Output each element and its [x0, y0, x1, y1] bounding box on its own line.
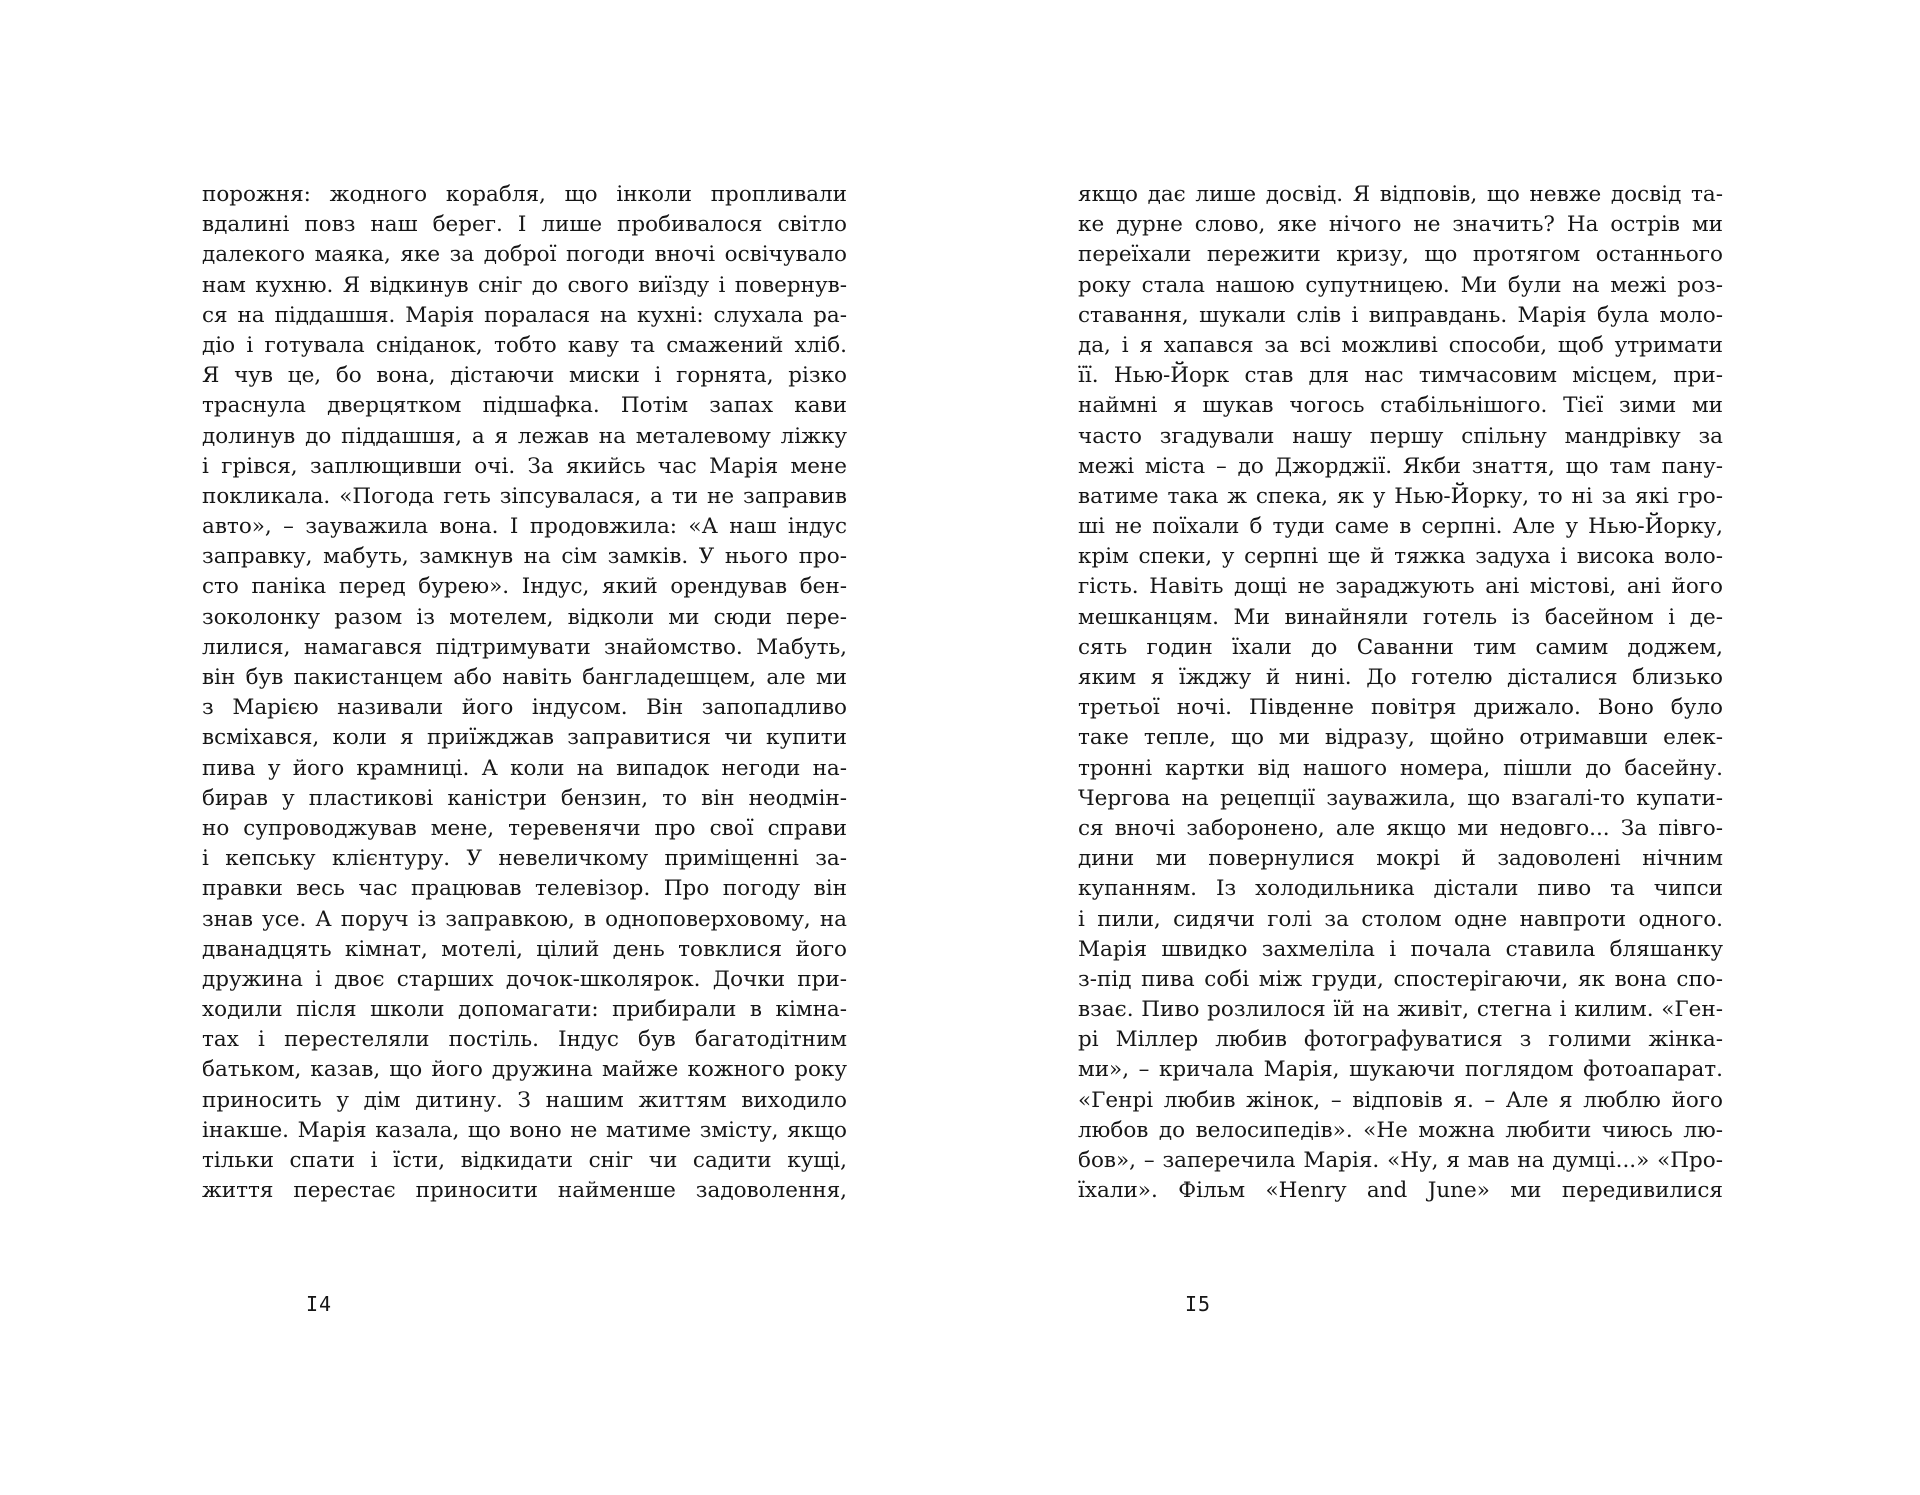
- text-line: ся на піддашшя. Марія поралася на кухні: слухала ра-: [202, 302, 847, 328]
- text-line: їхали». Фільм «Henry and June» ми передивилися: [1078, 1178, 1723, 1204]
- text-line: ходили після школи допомагати: прибирали в кімна-: [202, 997, 847, 1023]
- text-line: діо і готувала сніданок, тобто каву та смажений хліб.: [202, 332, 847, 358]
- text-line: життя перестає приносити найменше задоволення,: [202, 1178, 847, 1204]
- text-line: третьої ночі. Південне повітря дрижало. Воно було: [1078, 695, 1723, 721]
- text-line: сто паніка перед бурею». Індус, який орендував бен-: [202, 574, 847, 600]
- text-line: да, і я хапався за всі можливі способи, щоб утримати: [1078, 332, 1723, 358]
- text-line: її. Нью-Йорк став для нас тимчасовим місцем, при-: [1078, 363, 1723, 389]
- text-line: порожня: жодного корабля, що інколи пропливали: [202, 182, 847, 207]
- text-line: він був пакистанцем або навіть бангладешцем, але ми: [202, 665, 847, 690]
- text-line: любов до велосипедів». «Не можна любити чиюсь лю-: [1078, 1117, 1723, 1143]
- text-line: авто», – зауважила вона. І продовжила: «А наш індус: [202, 514, 847, 540]
- text-line: часто згадували нашу першу спільну мандрівку за: [1078, 423, 1723, 449]
- text-line: ставання, шукали слів і виправдань. Марія була моло-: [1078, 302, 1723, 328]
- text-line: нам кухню. Я відкинув сніг до свого виїзду і повернув-: [202, 272, 847, 298]
- text-line: яким я їжджу й нині. До готелю дісталися близько: [1078, 665, 1723, 690]
- left-page-text: [202, 180, 847, 1206]
- text-line: покликала. «Погода геть зіпсувалася, а ти не заправив: [202, 483, 847, 509]
- text-line: бирав у пластикові каністри бензин, то він неодмін-: [202, 785, 847, 811]
- text-line: ватиме така ж спека, як у Нью-Йорку, то ні за які гро-: [1078, 483, 1723, 509]
- text-line: з-під пива собі між груди, спостерігаючи, як вона спо-: [1078, 966, 1723, 992]
- page-number-left: I4: [306, 1292, 333, 1316]
- text-line: і пили, сидячи голі за столом одне навпроти одного.: [1078, 906, 1723, 932]
- text-line: Марія швидко захмеліла і почала ставила бляшанку: [1078, 936, 1723, 962]
- text-line: правки весь час працював телевізор. Про погоду він: [202, 876, 847, 902]
- text-line: дини ми повернулися мокрі й задоволені нічним: [1078, 846, 1723, 872]
- text-line: приносить у дім дитину. З нашим життям виходило: [202, 1087, 847, 1113]
- text-line: таке тепле, що ми відразу, щойно отримавши елек-: [1078, 725, 1723, 751]
- text-line: вдалині повз наш берег. І лише пробивалося світло: [202, 212, 847, 238]
- right-page-text: [1078, 180, 1723, 1206]
- text-line: наймні я шукав чогось стабільнішого. Тієї зими ми: [1078, 393, 1723, 419]
- text-line: мешканцям. Ми винайняли готель із басейном і де-: [1078, 604, 1723, 630]
- page-number-right: I5: [1185, 1292, 1212, 1316]
- text-line: рі Міллер любив фотографуватися з голими жінка-: [1078, 1027, 1723, 1053]
- text-line: всміхався, коли я приїжджав заправитися чи купити: [202, 725, 847, 751]
- text-line: далекого маяка, яке за доброї погоди вночі освічувало: [202, 242, 847, 268]
- text-line: і кепську клієнтуру. У невеличкому приміщенні за-: [202, 846, 847, 872]
- text-line: крім спеки, у серпні ще й тяжка задуха і висока воло-: [1078, 544, 1723, 570]
- text-line: ся вночі заборонено, але якщо ми недовго... За півго-: [1078, 815, 1723, 841]
- text-line: Чергова на рецепції зауважила, що взагалі-то купати-: [1078, 785, 1723, 811]
- left-page: [202, 180, 847, 1206]
- text-line: зоколонку разом із мотелем, відколи ми сюди пере-: [202, 604, 847, 630]
- text-line: і грівся, заплющивши очі. За якийсь час Марія мене: [202, 453, 847, 479]
- text-line: ке дурне слово, яке нічого не значить? На острів ми: [1078, 212, 1723, 238]
- text-line: тах і перестеляли постіль. Індус був багатодітним: [202, 1027, 847, 1053]
- text-line: «Генрі любив жінок, – відповів я. – Але я люблю його: [1078, 1087, 1723, 1113]
- text-line: бов», – заперечила Марія. «Ну, я мав на думці...» «Про-: [1078, 1148, 1723, 1173]
- text-line: траснула дверцятком підшафка. Потім запах кави: [202, 393, 847, 419]
- text-line: інакше. Марія казала, що воно не матиме змісту, якщо: [202, 1117, 847, 1143]
- text-line: року стала нашою супутницею. Ми були на межі роз-: [1078, 272, 1723, 298]
- text-line: дванадцять кімнат, мотелі, цілий день товклися його: [202, 936, 847, 962]
- text-line: з Марією називали його індусом. Він запопадливо: [202, 695, 847, 721]
- text-line: дружина і двоє старших дочок-школярок. Дочки при-: [202, 966, 847, 992]
- text-line: взає. Пиво розлилося їй на живіт, стегна і килим. «Ген-: [1078, 997, 1723, 1023]
- text-line: батьком, казав, що його дружина майже кожного року: [202, 1057, 847, 1083]
- text-line: сять годин їхали до Саванни тим самим доджем,: [1078, 634, 1723, 660]
- text-line: знав усе. А поруч із заправкою, в одноповерховому, на: [202, 906, 847, 932]
- text-line: тільки спати і їсти, відкидати сніг чи садити кущі,: [202, 1148, 847, 1173]
- text-line: гість. Навіть дощі не зараджують ані містові, ані його: [1078, 574, 1723, 600]
- text-line: заправку, мабуть, замкнув на сім замків. У нього про-: [202, 544, 847, 570]
- right-page: [1078, 180, 1723, 1206]
- text-line: долинув до піддашшя, а я лежав на металевому ліжку: [202, 423, 847, 449]
- text-line: купанням. Із холодильника дістали пиво та чипси: [1078, 876, 1723, 902]
- text-line: Я чув це, бо вона, дістаючи миски і горнята, різко: [202, 363, 847, 389]
- text-line: тронні картки від нашого номера, пішли до басейну.: [1078, 755, 1723, 781]
- text-line: лилися, намагався підтримувати знайомство. Мабуть,: [202, 634, 847, 660]
- text-line: ми», – кричала Марія, шукаючи поглядом фотоапарат.: [1078, 1057, 1723, 1083]
- text-line: ші не поїхали б туди саме в серпні. Але у Нью-Йорку,: [1078, 514, 1723, 540]
- text-line: переїхали пережити кризу, що протягом останнього: [1078, 242, 1723, 268]
- text-line: якщо дає лише досвід. Я відповів, що невже досвід та-: [1078, 182, 1723, 207]
- text-line: межі міста – до Джорджії. Якби знаття, що там пану-: [1078, 453, 1723, 479]
- text-line: пива у його крамниці. А коли на випадок негоди на-: [202, 755, 847, 781]
- text-line: но супроводжував мене, теревенячи про свої справи: [202, 815, 847, 841]
